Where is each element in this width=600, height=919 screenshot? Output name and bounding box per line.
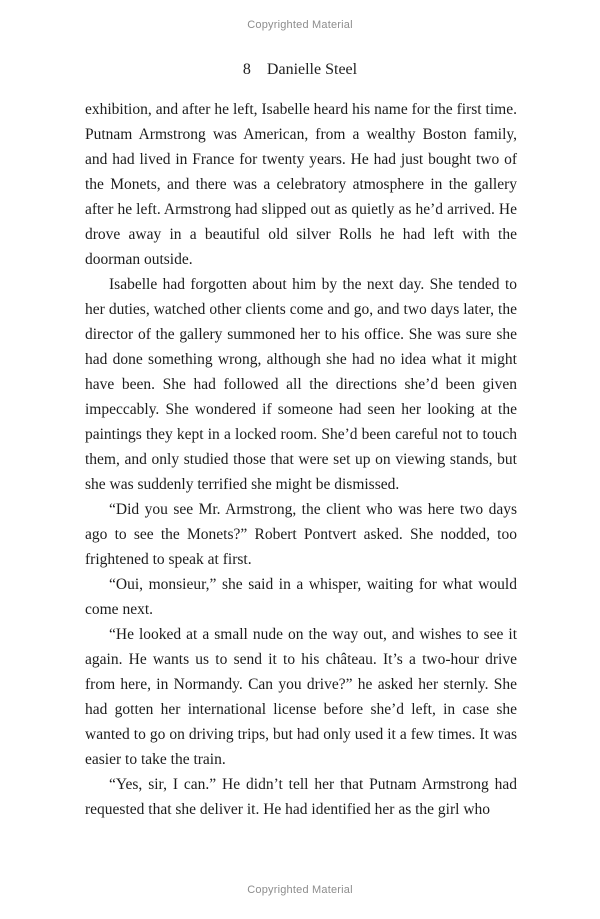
page-body: [85, 97, 517, 822]
page-number: 8: [242, 61, 251, 78]
paragraph: “Did you see Mr. Armstrong, the client who was here two days ago to see the Monets?” Robert Pontvert asked. She nodded, too frightened to speak at first.: [85, 501, 517, 568]
page-header: [0, 61, 600, 79]
paragraph: Isabelle had forgotten about him by the next day. She tended to her duties, watched other clients come and go, and two days later, the director of the gallery summoned her to his office. She was sure she had done something wrong, although she had no idea what it might have been. She had followed all the directions she’d been given impeccably. She wondered if someone had seen her looking at the paintings they kept in a locked room. She’d been careful not to touch them, and only studied those that were set up on viewing stands, but she was suddenly terrified she might be dismissed.: [85, 276, 517, 493]
copyright-notice-top: Copyrighted Material: [247, 19, 353, 31]
paragraph: exhibition, and after he left, Isabelle heard his name for the first time. Putnam Armstrong was American, from a wealthy Boston family, and had lived in France for twenty years. He had just bought two of the Monets, and there was a celebratory atmosphere in the gallery after he left. Armstrong had slipped out as quietly as he’d arrived. He drove away in a beautiful old silver Rolls he had left with the doorman outside.: [85, 101, 517, 268]
author-name: Danielle Steel: [266, 61, 358, 78]
paragraph: “Yes, sir, I can.” He didn’t tell her that Putnam Armstrong had requested that she deliver it. He had identified her as the girl who: [85, 776, 517, 818]
copyright-notice-bottom: Copyrighted Material: [247, 884, 353, 896]
paragraph: “Oui, monsieur,” she said in a whisper, waiting for what would come next.: [85, 576, 517, 618]
paragraph: “He looked at a small nude on the way out, and wishes to see it again. He wants us to send it to his château. It’s a two-hour drive from here, in Normandy. Can you drive?” he asked her sternly. She had gotten her international license before she’d left, in case she wanted to go on driving trips, but had only used it a few times. It was easier to take the train.: [85, 626, 517, 768]
